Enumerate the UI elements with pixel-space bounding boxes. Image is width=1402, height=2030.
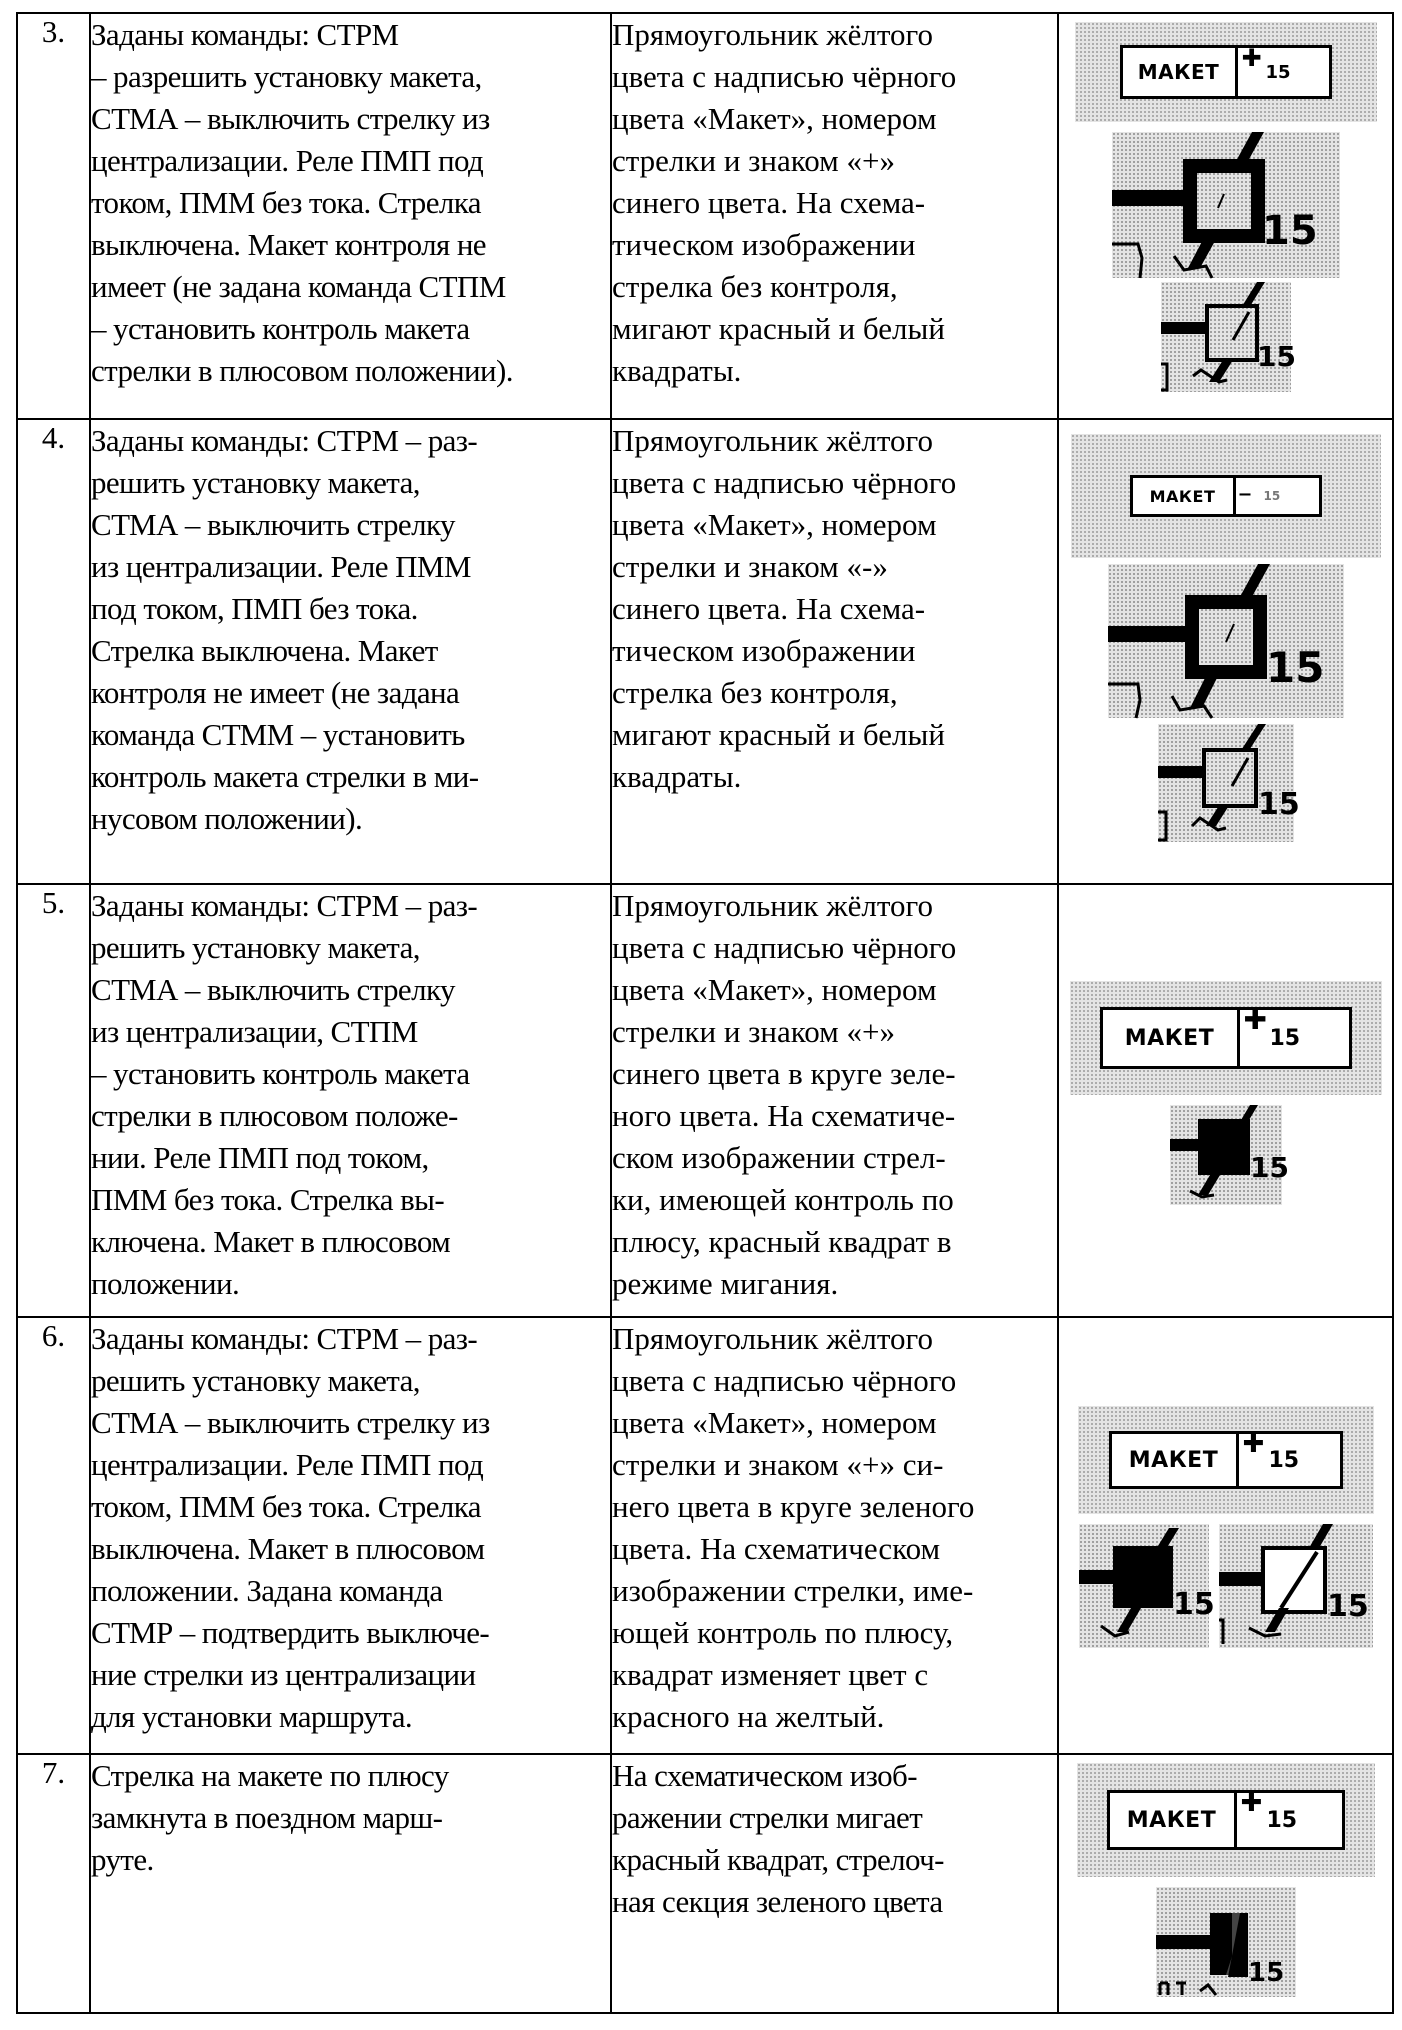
maket-indicator-panel bbox=[1071, 434, 1381, 558]
table-row bbox=[17, 1754, 1393, 2013]
switch-number-label: 15 bbox=[1257, 787, 1300, 822]
switch-diagram-thick bbox=[1112, 132, 1340, 278]
plus-sign-icon: ✚ bbox=[1241, 44, 1262, 72]
switch-diagram-filled bbox=[1079, 1524, 1215, 1648]
maket-indicator bbox=[1100, 1003, 1352, 1069]
switch-number-label: 15 bbox=[1249, 1151, 1289, 1184]
maket-indicator-panel bbox=[1078, 1406, 1374, 1514]
table-row bbox=[17, 419, 1393, 884]
image-cell bbox=[1058, 1317, 1393, 1754]
switch-number-label: 15 bbox=[1326, 1589, 1369, 1624]
maket-indicator-panel bbox=[1077, 1763, 1375, 1877]
maket-indicator bbox=[1107, 1790, 1345, 1850]
image-cell bbox=[1058, 1754, 1393, 2013]
description-cell bbox=[611, 1317, 1058, 1754]
description-text: Прямоугольник жёлтого цвета с надписью чёрного цвета «Макет», номером стрелки и знаком «+» синего цвета в круге зеле- ного цвета. На схематиче- ском изображении стрел- ки, имеющей контроль по плюсу, красный квадрат в режиме мигания. bbox=[612, 888, 957, 1301]
switch-number: 15 bbox=[1269, 1025, 1301, 1051]
row-number: 7. bbox=[17, 1754, 90, 2013]
switch-number-label: 15 bbox=[1265, 643, 1324, 692]
table-row bbox=[17, 884, 1393, 1317]
maket-label: МАКЕТ bbox=[1110, 1793, 1237, 1847]
condition-cell bbox=[90, 13, 611, 419]
maket-indicator-panel bbox=[1070, 981, 1382, 1095]
switch-number-label: 15 bbox=[1172, 1587, 1215, 1622]
switch-diagram-thin bbox=[1158, 724, 1300, 842]
switch-square-icon bbox=[1161, 282, 1296, 392]
switch-square-icon bbox=[1112, 132, 1340, 278]
description-cell bbox=[611, 1754, 1058, 2013]
switch-square-filled-icon bbox=[1170, 1105, 1289, 1205]
description-text: Прямоугольник жёлтого цвета с надписью чёрного цвета «Макет», номером стрелки и знаком «+» си- него цвета в круге зеленого цвета. На схематическом изображении стрелки, име- ющей контроль по плюсу, квадрат изменяет цвет с красного на желтый. bbox=[612, 1321, 975, 1734]
condition-cell bbox=[90, 1754, 611, 2013]
image-cell bbox=[1058, 884, 1393, 1317]
row-number: 3. bbox=[17, 13, 90, 419]
maket-label: МАКЕТ bbox=[1112, 1434, 1239, 1486]
plus-sign-icon: ✚ bbox=[1240, 1788, 1263, 1818]
maket-label: МАКЕТ bbox=[1123, 48, 1238, 96]
switch-number: 15 bbox=[1268, 1447, 1300, 1473]
description-cell bbox=[611, 884, 1058, 1317]
maket-indicator bbox=[1109, 1431, 1343, 1489]
condition-cell bbox=[90, 419, 611, 884]
description-cell bbox=[611, 13, 1058, 419]
description-text: Прямоугольник жёлтого цвета с надписью чёрного цвета «Макет», номером стрелки и знаком «-» синего цвета. На схема- тическом изображении стрелка без контроля, мигают красный и белый квадраты. bbox=[612, 423, 957, 794]
switch-section-locked-icon bbox=[1156, 1887, 1296, 1997]
table-row bbox=[17, 1317, 1393, 1754]
switch-number: 15 bbox=[1263, 489, 1281, 503]
condition-text: Заданы команды: СТРМ – раз- решить установку макета, СТМА – выключить стрелку из централизации. Реле ПМП под током, ПММ без тока. Стрелка выключена. Макет в плюсовом положении. Задана команда СТМР – подтвердить выключе- ние стрелки из централизации для установки маршрута. bbox=[91, 1321, 490, 1734]
maket-label: МАКЕТ bbox=[1103, 1010, 1240, 1066]
switch-square-icon bbox=[1158, 724, 1300, 842]
minus-sign-icon: _ bbox=[1239, 471, 1251, 496]
switch-square-icon bbox=[1108, 564, 1344, 718]
description-text: Прямоугольник жёлтого цвета с надписью чёрного цвета «Макет», номером стрелки и знаком «+» синего цвета. На схема- тическом изображении стрелка без контроля, мигают красный и белый квадраты. bbox=[612, 17, 957, 388]
description-cell bbox=[611, 419, 1058, 884]
plus-sign-icon: ✚ bbox=[1242, 1429, 1265, 1459]
condition-text: Заданы команды: СТРМ – раз- решить установку макета, СТМА – выключить стрелку из централизации. Реле ПММ под током, ПМП без тока. Стрелка выключена. Макет контроля не имеет (не задана команда СТММ – установить контроль макета стрелки в ми- нусовом положении). bbox=[91, 423, 479, 836]
condition-text: Заданы команды: СТРМ – раз- решить установку макета, СТМА – выключить стрелку из централизации, СТПМ – установить контроль макета стрелки в плюсовом положе- нии. Реле ПМП под током, ПММ без тока. Стрелка вы- ключена. Макет в плюсовом положении. bbox=[91, 888, 478, 1301]
row-number: 5. bbox=[17, 884, 90, 1317]
maket-indicator-panel bbox=[1075, 22, 1377, 122]
switch-square-filled-icon bbox=[1079, 1524, 1215, 1648]
maket-label: МАКЕТ bbox=[1133, 478, 1236, 514]
plus-sign-icon: ✚ bbox=[1243, 1003, 1267, 1036]
switch-diagram-thin bbox=[1161, 282, 1296, 392]
switch-diagram-white bbox=[1219, 1524, 1373, 1648]
condition-text: Заданы команды: СТРМ – разрешить установку макета, СТМА – выключить стрелку из централизации. Реле ПМП под током, ПММ без тока. Стрелка выключена. Макет контроля не имеет (не задана команда СТПМ – установить контроль макета стрелки в плюсовом положении). bbox=[91, 17, 513, 388]
condition-cell bbox=[90, 884, 611, 1317]
maket-indicator bbox=[1120, 45, 1332, 99]
switch-number-label: 15 bbox=[1256, 340, 1296, 373]
switch-diagram-filled bbox=[1170, 1105, 1289, 1205]
image-cell bbox=[1058, 13, 1393, 419]
switch-square-white-icon bbox=[1219, 1524, 1373, 1648]
switch-number: 15 bbox=[1266, 1807, 1298, 1833]
condition-cell bbox=[90, 1317, 611, 1754]
table-row bbox=[17, 13, 1393, 419]
switch-diagram-thick bbox=[1108, 564, 1344, 718]
switch-number: 15 bbox=[1265, 61, 1291, 83]
switch-number-label: 15 bbox=[1247, 1958, 1284, 1988]
image-cell bbox=[1058, 419, 1393, 884]
maket-indicator bbox=[1130, 471, 1322, 517]
row-number: 6. bbox=[17, 1317, 90, 1754]
condition-text: Стрелка на макете по плюсу замкнута в поездном марш- руте. bbox=[91, 1758, 449, 1877]
mode-table bbox=[16, 12, 1394, 2014]
switch-diagram-locked bbox=[1156, 1887, 1296, 1997]
row-number: 4. bbox=[17, 419, 90, 884]
switch-number-label: 15 bbox=[1261, 208, 1318, 254]
description-text: На схематическом изоб- ражении стрелки мигает красный квадрат, стрелоч- ная секция зеленого цвета bbox=[612, 1758, 944, 1919]
